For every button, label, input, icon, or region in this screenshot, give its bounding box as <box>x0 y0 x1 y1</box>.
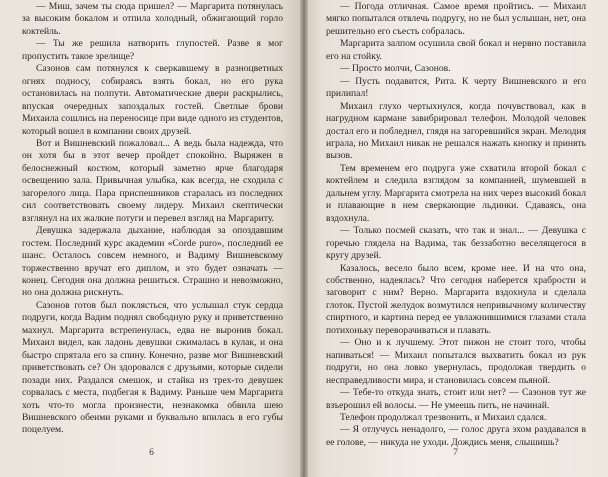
paragraph: Тем временем его подруга уже схватила второй бокал с коктейлем и следила взглядом за компанией, шумевшей в дальнем углу. Маргарита смотрела на них через высокий бокал и плавающие в нем сверкающие льдинки. Сдаваясь, она вздохнула. <box>326 162 586 224</box>
paragraph: Михаил глухо чертыхнулся, когда почувствовал, как в нагрудном кармане завибрировал телефон. Молодой человек достал его и побледнел, глядя на загоревшийся экран. Мелодия играла, но Михаил никак не решался нажать кнопку и принять вызов. <box>326 100 586 162</box>
paragraph: — Погода отличная. Самое время пройтись. — Михаил мягко попытался отвлечь подругу, но не был услышан, нет, она решительно его съесть собралась. <box>326 1 586 37</box>
paragraph: Девушка задержала дыхание, наблюдая за опоздавшим гостем. Последний курс академии «Corde puro», последний ее шанс. Осталось совсем немного, и Вадиму Вишневскому торжественно вручат его диплом, и это будет означать — конец. Сегодня она должна решиться. Страшно и невозможно, но она должна рискнуть. <box>22 225 283 299</box>
paragraph: — Тебе-то откуда знать, стоит или нет? — Сазонов тут же взъерошил ей волосы. — Не умеешь пить, не начинай. <box>326 387 586 411</box>
paragraph: — Я отлучусь ненадолго, — голос друга эхом раздавался в ее голове, — никуда не уходи. Дождись меня, слышишь? <box>326 424 586 448</box>
book-gutter <box>300 0 308 477</box>
paragraph: — Просто молчи, Сазонов. <box>340 63 451 75</box>
paragraph: Маргарита залпом осушила свой бокал и нервно поставила его на стойку. <box>326 38 586 62</box>
left-page-text <box>22 1 283 437</box>
paragraph: — Оно и к лучшему. Этот пижон не стоит того, чтобы напиваться! — Михаил попытался выхватить бокал из рук подруги, но она ловко увернулась, продолжая твердить о несправедливости мира, и становилась совсем пьяной. <box>326 337 586 386</box>
paragraph: — Ты же решила натворить глупостей. Разве я мог пропустить такое зрелище? <box>22 38 283 62</box>
paragraph: Телефон продолжал трезвонить, и Михаил сдался. <box>340 411 547 423</box>
right-page-text <box>326 1 586 449</box>
paragraph: Казалось, весело было всем, кроме нее. И на что она, собственно, надеялась? Что сегодня наберется храбрости и заговорит с ним? Верно. Маргарита вздохнула и сделала глоток. Пустой желудок возмутился непривычному количеству спиртного, и картина перед ее увлажнившимися глазами стала потихоньку переворачиваться и плавать. <box>326 262 586 336</box>
paragraph: — Пусть подавится, Рита. К черту Вишневского и его прилипал! <box>326 75 586 100</box>
left-page <box>0 0 303 477</box>
paragraph: Сазонов сам потянулся к сверкавшему в разноцветных огнях подносу, собираясь взять бокал, но его рука остановилась на полпути. Автоматические двери раскрылись, впуская очередных запоздалых гостей. Светлые брови Михаила сошлись на переносице при виде одного из студентов, который вошел в компании своих друзей. <box>22 63 283 137</box>
paragraph: Вот и Вишневский пожаловал... А ведь была надежда, что он хотя бы в этот вечер пройдет спокойно. Выряжен в белоснежный костюм, который заметно ярче благодаря освещению зала. Привычная улыбка, как всегда, не сходила с загорелого лица. Пара приспешников старалась из последних сил соответствовать своему лидеру. Михаил скептически взглянул на их жалкие потуги и перевел взгляд на Маргариту. <box>22 137 283 224</box>
page-number-right: 7 <box>453 447 458 458</box>
paragraph: — Только посмей сказать, что так и знал... — Девушка с горечью глядела на Вадима, так беззаботно веселящегося в кругу друзей. <box>326 225 586 262</box>
right-page <box>303 0 608 477</box>
page-number-left: 6 <box>149 447 154 458</box>
paragraph: — Миш, зачем ты сюда пришел? — Маргарита потянулась за высоким бокалом и отпила холодный, обжигающий горло коктейль. <box>22 1 283 37</box>
paragraph: Сазонов готов был поклясться, что услышал стук сердца подруги, когда Вадим поднял свободную руку и приветственно махнул. Маргарита встрепенулась, едва не выронив бокал. Михаил видел, как ладонь девушки сжималась в кулак, и она быстро спрятала его за спину. Конечно, разве мог Вишневский приветствовать се? Он здоровался с друзьями, которые сидели позади них. Раздался смешок, и стайка из трех-то девушек сорвалась с места, подбегая к Вадиму. Раньше чем Маргарита хоть что-то могла произнести, незнакомка обвила шею Вишневского обеими руками и буквально впилась в его губы поцелуем. <box>22 299 283 436</box>
